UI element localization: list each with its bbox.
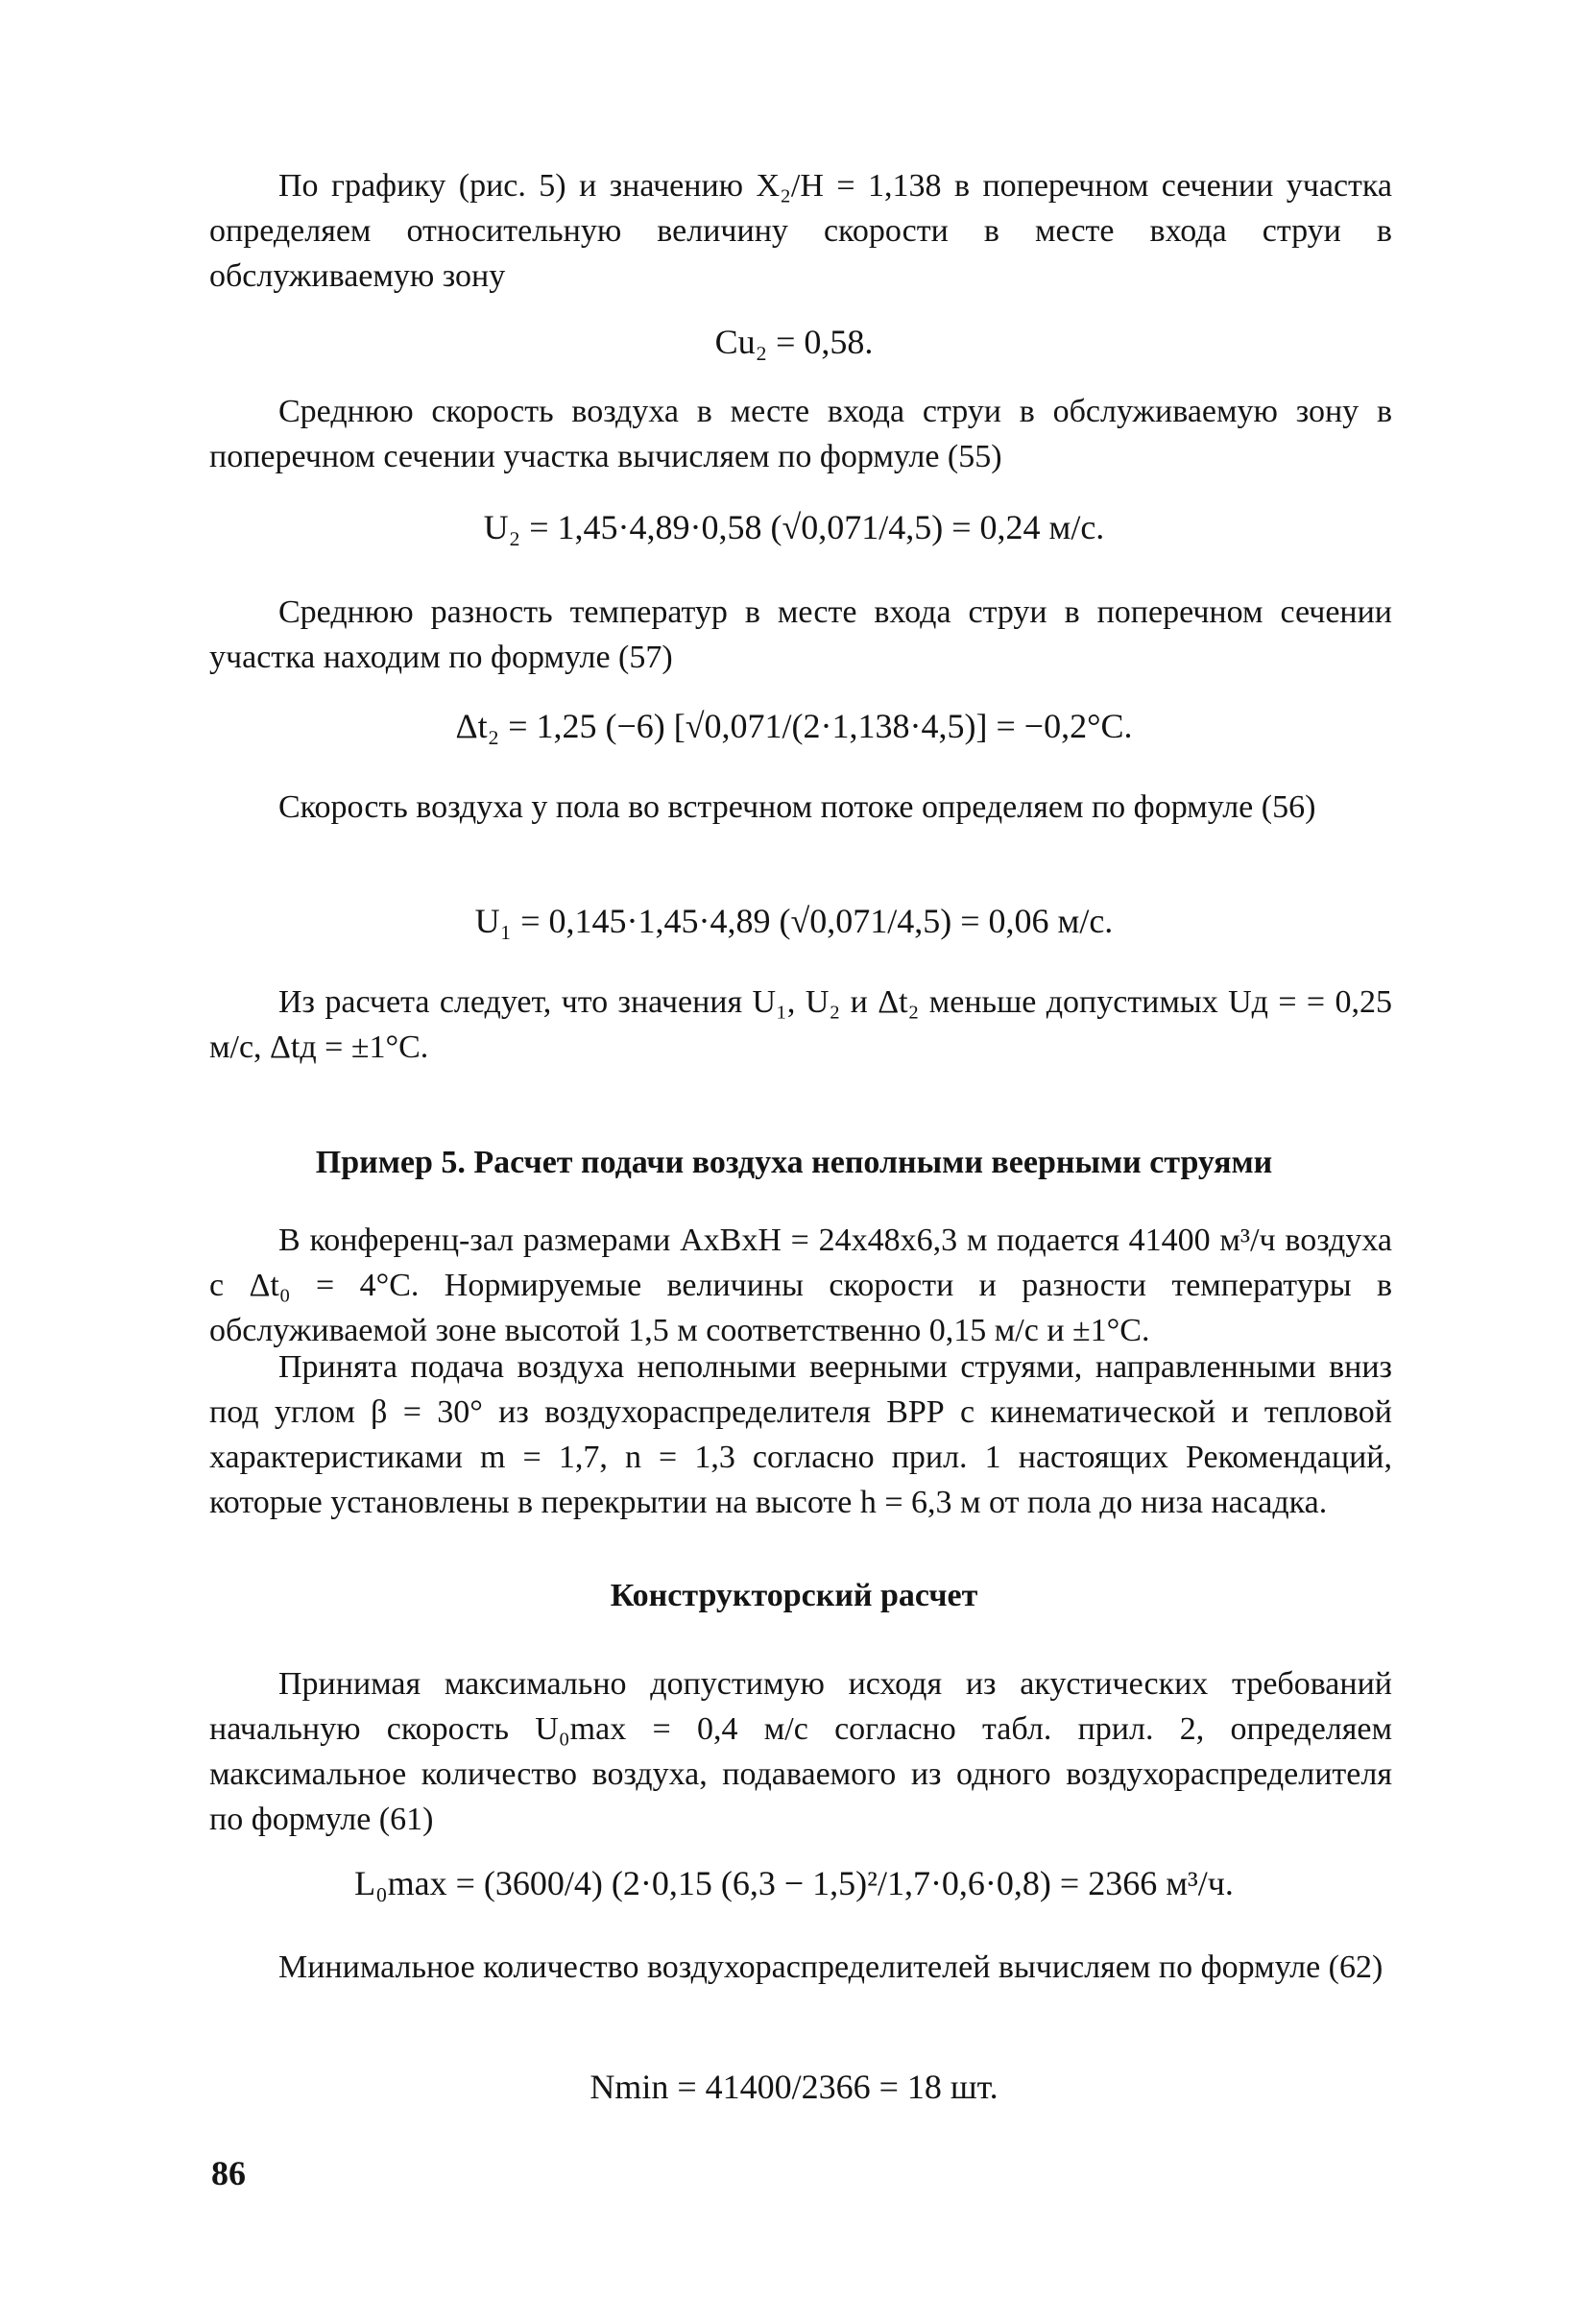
paragraph-temp-difference: Среднюю разность температур в месте входа струи в поперечном сечении участка находим по формуле (57) — [209, 594, 1392, 675]
formula-nmin: Nmin = 41400/2366 = 18 шт. — [589, 2068, 999, 2106]
page-number: 86 — [211, 2154, 246, 2192]
paragraph-min-count: Минимальное количество воздухораспределителей вычисляем по формуле (62) — [278, 1949, 1383, 1985]
formula-l0max: L₀max = (3600/4) (2·0,15 (6,3 − 1,5)²/1,7·0,6·0,8) = 2366 м³/ч. — [354, 1864, 1234, 1902]
formula-u1: U₁ = 0,145·1,45·4,89 (√0,071/4,5) = 0,06 м/с. — [474, 902, 1114, 940]
paragraph-max-velocity: Принимая максимально допустимую исходя из акустических требований начальную скорость U₀max = 0,4 м/с согласно табл. прил. 2, определяем максимальное количество воздуха, подаваемого из одного воздухораспределителя по формуле (61) — [209, 1666, 1392, 1837]
paragraph-conference-hall: В конференц-зал размерами AxBxH = 24x48x6,3 м подается 41400 м³/ч воздуха с Δt₀ = 4°С. Нормируемые величины скорости и разности температуры в обслуживаемой зоне высотой 1,5 м соответственно 0,15 м/с и ±1°С. — [209, 1223, 1392, 1348]
formula-delta-t2: Δt₂ = 1,25 (−6) [√0,071/(2·1,138·4,5)] = −0,2°С. — [455, 707, 1133, 745]
paragraph-floor-velocity: Скорость воздуха у пола во встречном потоке определяем по формуле (56) — [278, 789, 1316, 825]
paragraph-air-supply: Принята подача воздуха неполными веерными струями, направленными вниз под углом β = 30° из воздухораспределителя ВРР с кинематической и тепловой характеристиками m = 1,7, n = 1,3 согласно прил. 1 настоящих Рекомендаций, которые установлены в перекрытии на высоте h = 6,3 м от пола до низа насадка. — [209, 1349, 1392, 1520]
heading-example-5: Пример 5. Расчет подачи воздуха неполными веерными струями — [315, 1145, 1273, 1180]
formula-cu2: Cu₂ = 0,58. — [714, 323, 874, 361]
formula-u2: U₂ = 1,45·4,89·0,58 (√0,071/4,5) = 0,24 м/с. — [483, 508, 1105, 546]
heading-design-calc: Конструкторский расчет — [610, 1578, 978, 1613]
paragraph-conclusion: Из расчета следует, что значения U₁, U₂ и Δt₂ меньше допустимых Uд = = 0,25 м/с, Δtд = ±1°С. — [209, 984, 1392, 1065]
paragraph-mean-velocity: Среднюю скорость воздуха в месте входа струи в обслуживаемую зону в поперечном сечении участка вычисляем по формуле (55) — [209, 394, 1392, 474]
paragraph-graph-reference: По графику (рис. 5) и значению X₂/H = 1,138 в поперечном сечении участка определяем относительную величину скорости в месте входа струи в обслуживаемую зону — [209, 168, 1392, 294]
